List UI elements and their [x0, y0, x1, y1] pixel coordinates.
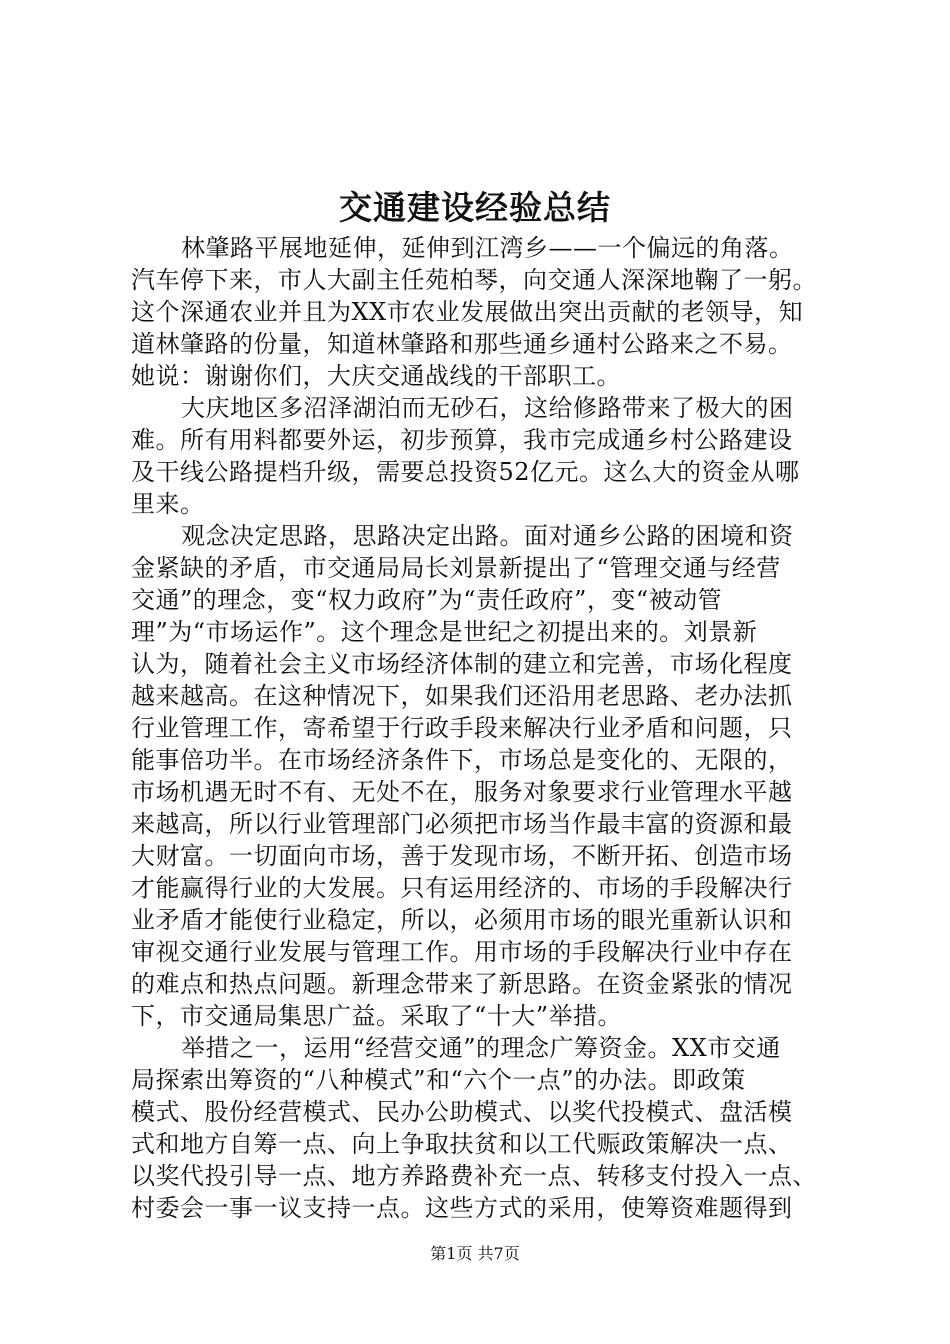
page-number-footer: 第1页 共7页 — [430, 1244, 520, 1263]
paragraph-line: 认为，随着社会主义市场经济体制的建立和完善，市场化程度 — [131, 650, 793, 678]
paragraph-line: 理”为“市场运作”。这个理念是世纪之初提出来的。刘景新 — [131, 618, 758, 646]
paragraph-line: 模式、股份经营模式、民办公助模式、以奖代投模式、盘活模 — [131, 1098, 793, 1126]
document-body — [131, 232, 831, 1224]
paragraph-line: 才能赢得行业的大发展。只有运用经济的、市场的手段解决行 — [131, 874, 793, 902]
paragraph-line: 审视交通行业发展与管理工作。用市场的手段解决行业中存在 — [131, 938, 793, 966]
paragraph-line: 道林肇路的份量，知道林肇路和那些通乡通村公路来之不易。 — [131, 330, 793, 358]
paragraph-line: 行业管理工作，寄希望于行政手段来解决行业矛盾和问题，只 — [131, 714, 793, 742]
paragraph-line: 难。所有用料都要外运，初步预算，我市完成通乡村公路建设 — [131, 426, 793, 454]
paragraph-line: 式和地方自筹一点、向上争取扶贫和以工代赈政策解决一点、 — [131, 1130, 793, 1158]
paragraph-line: 能事倍功半。在市场经济条件下，市场总是变化的、无限的， — [131, 746, 793, 774]
paragraph-line: 业矛盾才能使行业稳定，所以，必须用市场的眼光重新认识和 — [131, 906, 793, 934]
paragraph-line: 这个深通农业并且为XX市农业发展做出突出贡献的老领导，知 — [131, 298, 804, 326]
paragraph-line: 大庆地区多沼泽湖泊而无砂石，这给修路带来了极大的困 — [181, 394, 794, 422]
paragraph-line: 举措之一，运用“经营交通”的理念广筹资金。XX市交通 — [181, 1034, 781, 1062]
document-title: 交通建设经验总结 — [339, 188, 611, 227]
paragraph-line: 村委会一事一议支持一点。这些方式的采用，使筹资难题得到 — [131, 1194, 793, 1222]
paragraph-line: 下，市交通局集思广益。采取了“十大”举措。 — [131, 1002, 623, 1030]
paragraph-line: 的难点和热点问题。新理念带来了新思路。在资金紧张的情况 — [131, 970, 793, 998]
paragraph-line: 大财富。一切面向市场，善于发现市场，不断开拓、创造市场 — [131, 842, 793, 870]
paragraph-line: 越来越高。在这种情况下，如果我们还沿用老思路、老办法抓 — [131, 682, 793, 710]
paragraph-line: 交通”的理念，变“权力政府”为“责任政府”，变“被动管 — [131, 586, 723, 614]
paragraph-line: 以奖代投引导一点、地方养路费补充一点、转移支付投入一点、 — [131, 1162, 817, 1190]
paragraph-line: 及干线公路提档升级，需要总投资52亿元。这么大的资金从哪 — [131, 458, 800, 486]
paragraph-line: 金紧缺的矛盾，市交通局局长刘景新提出了“管理交通与经营 — [131, 554, 781, 582]
paragraph-line: 观念决定思路，思路决定出路。面对通乡公路的困境和资 — [181, 522, 794, 550]
paragraph-line: 汽车停下来，市人大副主任苑柏琴，向交通人深深地鞠了一躬。 — [131, 266, 817, 294]
paragraph-line: 她说：谢谢你们，大庆交通战线的干部职工。 — [131, 362, 621, 390]
paragraph-line: 市场机遇无时不有、无处不在，服务对象要求行业管理水平越 — [131, 778, 793, 806]
paragraph-line: 林肇路平展地延伸，延伸到江湾乡——一个偏远的角落。 — [181, 234, 794, 262]
paragraph-line: 里来。 — [131, 490, 205, 518]
paragraph-line: 来越高，所以行业管理部门必须把市场当作最丰富的资源和最 — [131, 810, 793, 838]
paragraph-line: 局探索出筹资的“八种模式”和“六个一点”的办法。即政策 — [131, 1066, 746, 1094]
